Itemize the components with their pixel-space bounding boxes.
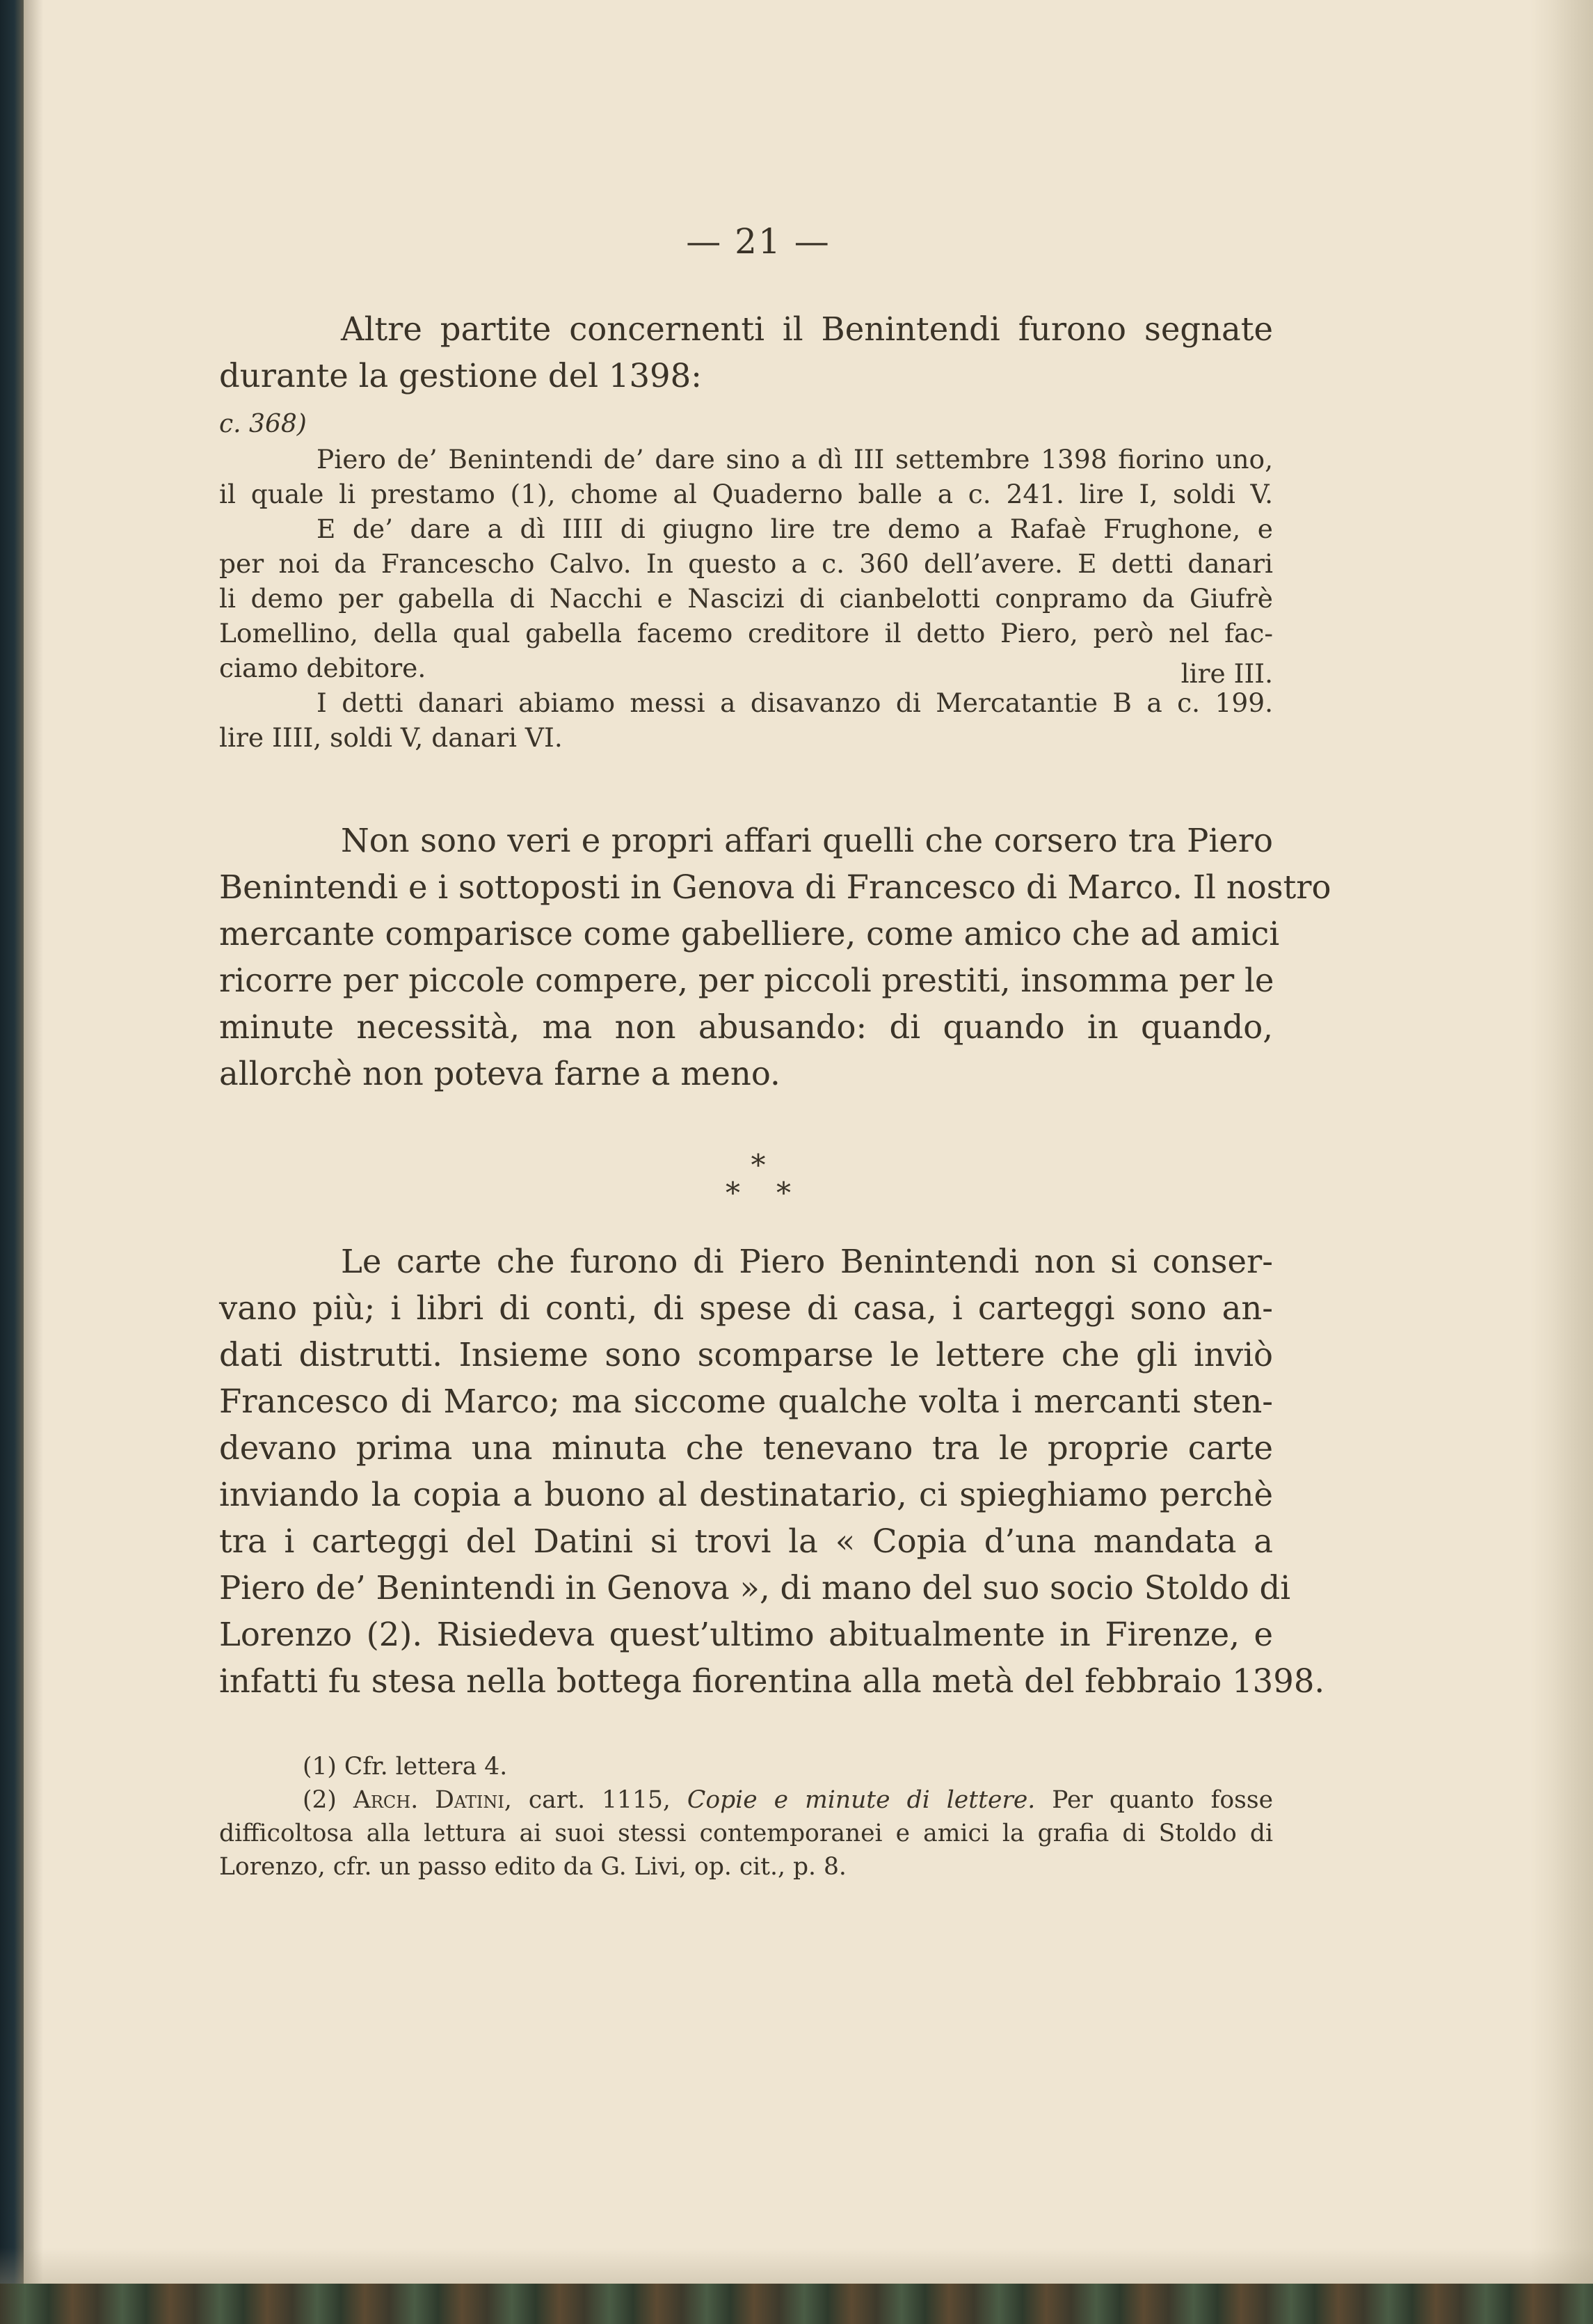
entry-reference: c. 368) <box>219 410 307 438</box>
section-separator <box>0 1148 1516 1210</box>
text-line: per noi da Franceschо Calvo. In questo a c. 360 dell’avere. E detti danari <box>219 548 1273 579</box>
footnote-2-archive: Arch. Datini <box>353 1786 504 1814</box>
text-line: I detti danari abiamo messi a disavanzo di Mercatantie B a c. 199. <box>317 687 1273 718</box>
text-line: devano prima una minuta che tenevano tra le proprie carte <box>219 1429 1273 1467</box>
text-line: il quale li prestamo (1), chome al Quaderno balle a c. 241. lire I, soldi V. <box>219 479 1273 509</box>
paragraph-1 <box>219 818 1331 1097</box>
separator-stars-bottom: ** <box>726 1176 827 1210</box>
text-line: tra i carteggi del Datini si trovi la « Copia d’una mandata a <box>219 1522 1273 1560</box>
footnote-2-marker: (2) <box>303 1786 337 1814</box>
text-line: Benintendi e i sottoposti in Genova di Francesco di Marco. Il nostro <box>219 868 1331 906</box>
text-line: lire IIII, soldi V, danari VI. <box>219 722 563 753</box>
text-line: Piero de’ Benintendi de’ dare sino a dì III settembre 1398 fiorino uno, <box>317 444 1273 475</box>
text-line: infatti fu stesa nella bottega fiorentina alla metà del febbraio 1398. <box>219 1662 1325 1700</box>
page-number: — 21 — <box>686 221 831 262</box>
footnote-2-title: Copie e minute di lettere. <box>687 1786 1036 1814</box>
text-line: Altre partite concernenti il Benintendi furono segnate <box>341 310 1273 348</box>
footnotes <box>219 1750 1273 1884</box>
text-line: Lorenzo, cfr. un passo edito da G. Livi, op. cit., p. 8. <box>219 1853 847 1881</box>
text-line: difficoltosa alla lettura ai suoi stessi contemporanei e amici la grafia di Stoldo di <box>219 1820 1273 1847</box>
text-line: allorchè non poteva farne a meno. <box>219 1055 781 1092</box>
separator-star-top: * <box>751 1148 766 1182</box>
ledger-entry <box>219 407 1273 755</box>
paragraph-2 <box>219 1239 1325 1705</box>
text-line: Non sono veri e propri affari quelli che corsero tra Piero <box>341 822 1273 859</box>
footnote-2-rest: Per quanto fosse <box>1052 1786 1274 1814</box>
footnote-2-cart: , cart. 1115, <box>504 1786 671 1814</box>
text-line: mercante comparisce come gabelliere, come amico che ad amici <box>219 915 1280 953</box>
text-line: Lomellino, della qual gabella facemo creditore il detto Piero, però nel fac- <box>219 618 1273 648</box>
footnote-1: (1) Cfr. lettera 4. <box>303 1753 508 1781</box>
text-line: Piero de’ Benintendi in Genova », di mano del suo socio Stoldo di <box>219 1569 1291 1607</box>
text-line: inviando la copia a buono al destinatario, ci spieghiamo perchè <box>219 1476 1273 1513</box>
text-line: dati distrutti. Insieme sono scomparse le lettere che gli inviò <box>219 1336 1273 1374</box>
page-fore-edge <box>1530 0 1593 2324</box>
text-line: vano più; i libri di conti, di spese di casa, i carteggi sono an- <box>219 1289 1273 1327</box>
bottom-shadow <box>0 2247 1593 2284</box>
text-line: ricorre per piccole compere, per piccoli prestiti, insomma per le <box>219 962 1274 999</box>
text-line: Le carte che furono di Piero Benintendi non si conser- <box>341 1243 1273 1280</box>
text-line: li demo per gabella di Nacchi e Nascizi di cianbelotti conpramo da Giufrè <box>219 583 1273 614</box>
entry-amount: lire III. <box>1180 658 1273 689</box>
background-fabric <box>0 2284 1593 2324</box>
footnote-2-first-line <box>219 1783 1273 1817</box>
text-line: ciamo debitore. <box>219 653 426 683</box>
text-line: Lorenzo (2). Risiedeva quest’ultimo abitualmente in Firenze, e <box>219 1616 1273 1653</box>
text-line: E de’ dare a dì IIII di giugno lire tre demo a Rafaè Frughone, e <box>317 514 1273 544</box>
intro-paragraph <box>219 306 1273 399</box>
text-line: durante la gestione del 1398: <box>219 357 702 395</box>
text-line: Francesco di Marco; ma siccome qualche volta i mercanti sten- <box>219 1383 1273 1420</box>
text-line: minute necessità, ma non abusando: di quando in quando, <box>219 1008 1273 1046</box>
